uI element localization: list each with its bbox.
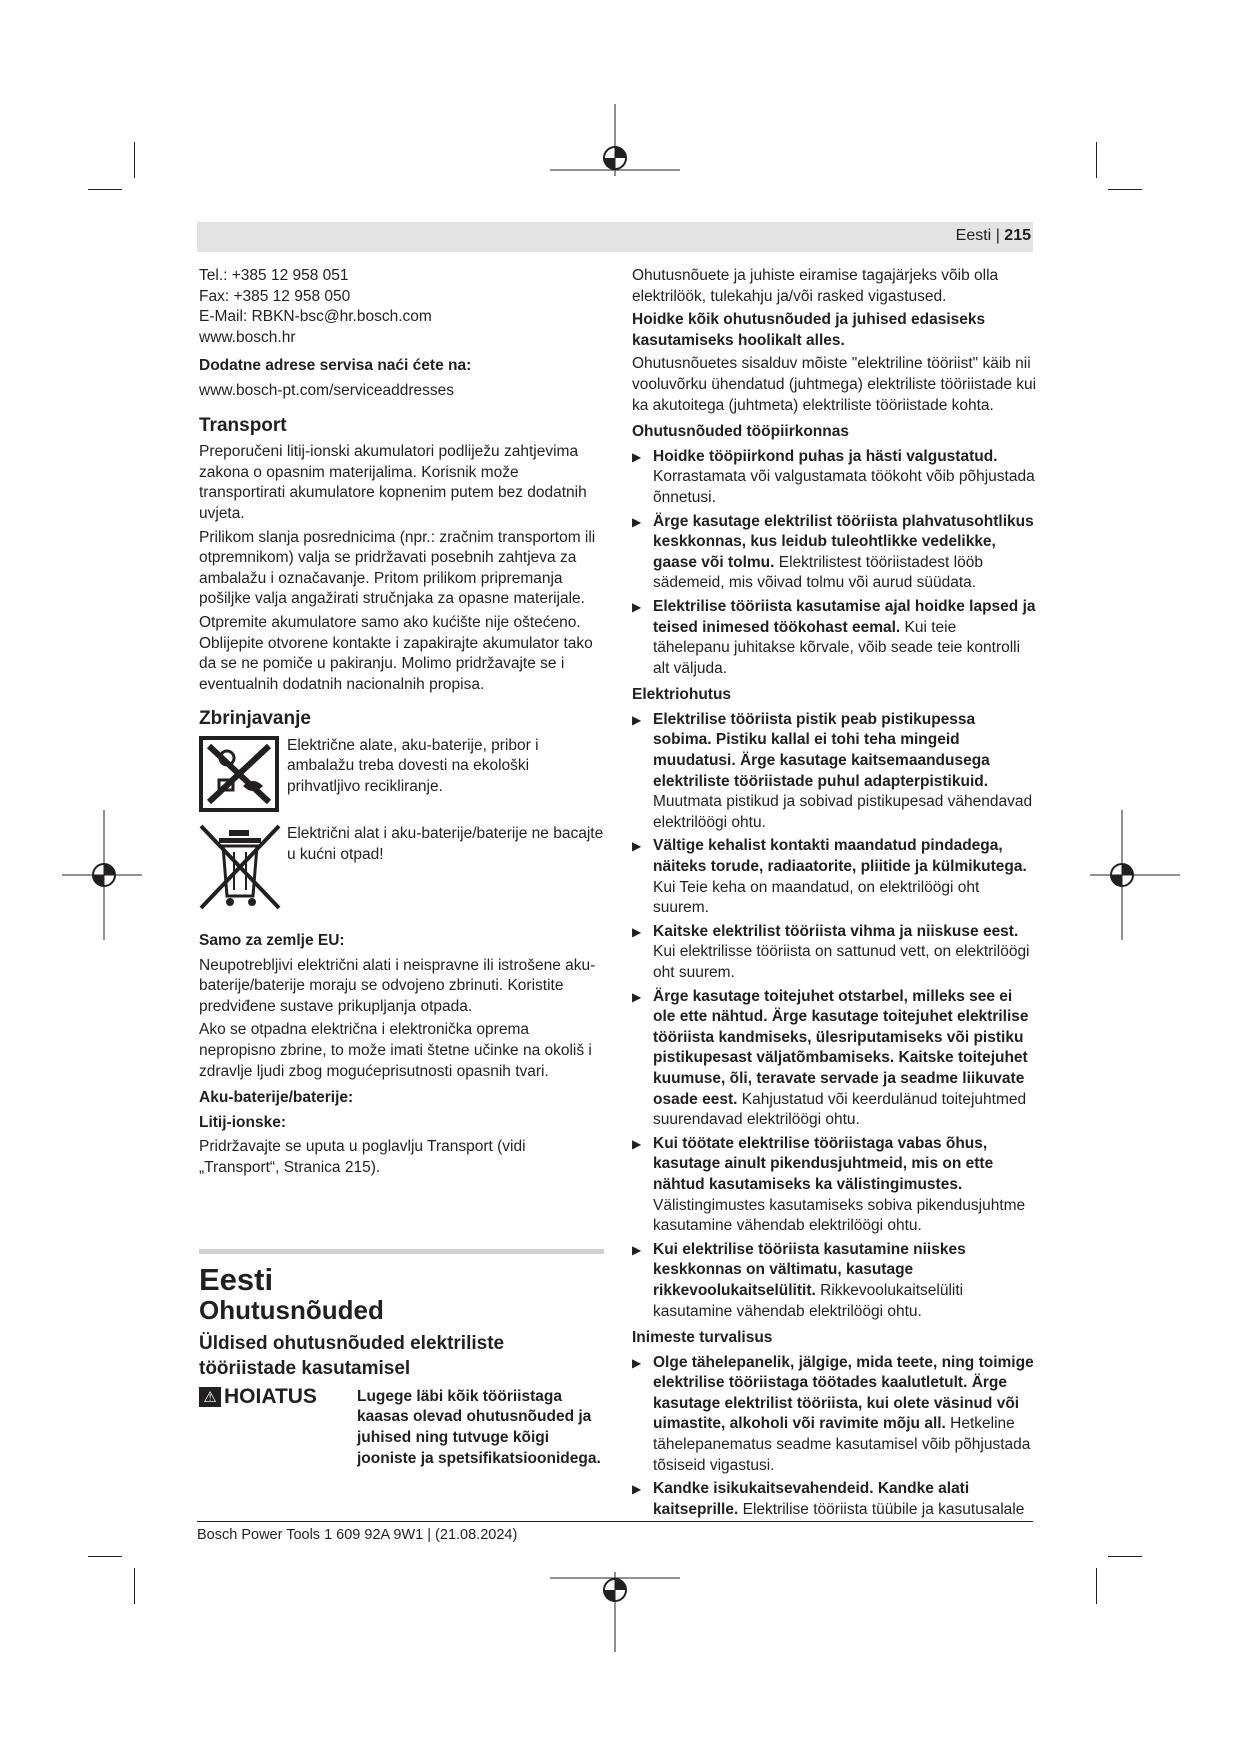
list-item [632, 1353, 1037, 1477]
item-text: Elektrilistest tööriistadest lööb sädemeid, mis võivad tolmu või aurud süüdata. [653, 553, 983, 592]
list-item [632, 710, 1037, 834]
item-text: Rikkevoolukaitselüliti kasutamine vähendab elektrilöögi ohtu. [653, 1281, 964, 1320]
crop-mark [88, 1556, 122, 1557]
section-title: Eesti [199, 1261, 274, 1297]
left-column [199, 266, 604, 1469]
right-column [632, 266, 1037, 1523]
page-number: 215 [1004, 227, 1031, 244]
contact-email: E-Mail: RBKN-bsc@hr.bosch.com [199, 308, 432, 326]
item-bold: Elektrilise tööriista kasutamise ajal hoidke lapsed ja teised inimesed töökohast eemal. [653, 597, 1036, 636]
section-divider [199, 1249, 604, 1254]
battery-heading: Aku-baterije/baterije: [199, 1089, 354, 1107]
registration-mark-icon [550, 104, 680, 194]
list-item [632, 597, 1037, 679]
header-bar [197, 222, 1033, 252]
transport-para: Otpremite akumulatore samo ako kućište nije oštećeno. Oblijepite otvorene kontakte i zapakirajte akumulator tako da se ne pomiče u pakiranju. Molimo pridržavajte se i eventualnih dodatnih nacionalnih propisa. [199, 613, 593, 693]
contact-block [199, 266, 604, 348]
general-safety-title: Üldised ohutusnõuded elektriliste tööriistade kasutamisel [199, 1332, 505, 1379]
item-bold: Ärge kasutage toitejuhet otstarbel, milleks see ei ole ette nähtud. Ärge kasutage toitejuhet elektrilise tööriista kandmiseks, ülesriputamiseks või pistiku pistikupesast väljatõmbamiseks. Kaitske toitejuhet kuumuse, õli, teravate servade ja seadme liikuvate osade eest. [653, 987, 1029, 1108]
item-text: Välistingimustes kasutamiseks sobiva pikendusjuhtme kasutamine vähendab elektrilöögi ohtu. [653, 1196, 1026, 1235]
crop-mark [134, 142, 135, 178]
recycle-text: Električne alate, aku-baterije, pribor i ambalažu treba dovesti na ekološki prihvatljivo recikliranje. [287, 736, 539, 796]
warning-text: Lugege läbi kõik tööriistaga kaasas olevad ohutusnõuded ja juhised ning tutvuge kõigi jooniste ja spetsifikatsioonidega. [357, 1387, 601, 1467]
eu-heading: Samo za zemlje EU: [199, 932, 345, 950]
item-bold: Vältige kehalist kontakti maandatud pindadega, näiteks torude, radiaatorite, pliitide ja külmikutega. [653, 837, 1027, 876]
list-item [632, 1134, 1037, 1237]
list-item [632, 447, 1037, 509]
service-heading: Dodatne adrese servisa naći ćete na: [199, 357, 472, 375]
item-text: Kahjustatud või keerdulänud toitejuhtmed suurendavad elektrilöögi ohtu. [653, 1090, 1027, 1129]
no-household-waste-icon [199, 736, 279, 812]
crop-mark [1108, 189, 1142, 190]
service-url: www.bosch-pt.com/serviceaddresses [199, 381, 454, 399]
registration-mark-icon [62, 810, 142, 940]
liion-text: Pridržavajte se uputa u poglavlju Transport (vidi „Transport“, Stranica 215). [199, 1138, 526, 1176]
item-text: Kui Teie keha on maandatud, on elektrilöögi oht suurem. [653, 878, 980, 917]
item-text: Korrastamata või valgustamata töökoht võib põhjustada õnnetusi. [653, 468, 1035, 506]
item-bold: Kandke isikukaitsevahendeid. Kandke alati kaitseprille. [653, 1480, 970, 1518]
personal-heading: Inimeste turvalisus [632, 1329, 773, 1347]
workplace-heading: Ohutusnõuded tööpiirkonnas [632, 423, 849, 441]
list-item [632, 512, 1037, 594]
warning-block [199, 1384, 604, 1469]
keep-instructions: Hoidke kõik ohutusnõuded ja juhised edasiseks kasutamiseks hoolikalt alles. [632, 311, 986, 349]
electric-heading: Elektriohutus [632, 686, 732, 704]
crop-mark [1108, 1556, 1142, 1557]
registration-mark-icon [550, 1562, 680, 1652]
footer-rule [197, 1521, 1033, 1522]
list-item [632, 987, 1037, 1131]
bin-row [199, 824, 604, 919]
list-item [632, 922, 1037, 984]
eu-para: Neupotrebljivi električni alati i neispravne ili istrošene aku-baterije/baterije moraju se odvojeno zbrinuti. Koristite predviđene sustave prikupljanja otpada. [199, 956, 596, 1015]
bin-text: Električni alat i aku-baterije/baterije ne bacajte u kućni otpad! [287, 825, 604, 864]
contact-fax: Fax: +385 12 958 050 [199, 287, 351, 305]
intro-text: Ohutusnõuete ja juhiste eiramise tagajärjeks võib olla elektrilöök, tulekahju ja/või rasked vigastused. [632, 267, 999, 305]
transport-para: Preporučeni litij-ionski akumulatori podliježu zahtjevima zakona o opasnim materijalima. Korisnik može transportirati akumulatore kopnenim putem bez dodatnih uvjeta. [199, 443, 587, 522]
recycle-row [199, 736, 604, 819]
safety-title: Ohutusnõuded [199, 1295, 384, 1326]
item-bold: Kui elektrilise tööriista kasutamine niiskes keskkonnas on vältimatu, kasutage rikkevoolukaitselülitit. [653, 1240, 966, 1299]
warning-badge [199, 1384, 357, 1469]
definition-text: Ohutusnõuetes sisalduv mõiste "elektriline tööriist" käib nii vooluvõrku ühendatud (juhtmega) elektriliste tööriistade kui ka akutoitega (juhtmeta) elektriliste tööriistade kohta. [632, 355, 1037, 414]
item-text: Muutmata pistikud ja sobivad pistikupesad vähendavad elektrilöögi ohtu. [653, 793, 1033, 831]
liion-heading: Litij-ionske: [199, 1113, 286, 1131]
item-text: Kui elektrilisse tööriista on sattunud vett, on elektrilöögi oht suurem. [653, 943, 1030, 981]
header-separator: | [995, 227, 1000, 244]
transport-para: Prilikom slanja posrednicima (npr.: zračnim transportom ili otpremnikom) valja se pridržavati posebnih zahtjeva za ambalažu i označavanje. Pritom prilikom pripremanja pošiljke valja angažirati stručnjaka za opasne materijale. [199, 528, 596, 608]
warning-icon: ⚠ [199, 1387, 221, 1407]
page-header [956, 227, 1031, 245]
list-item [632, 1479, 1037, 1520]
header-language: Eesti [955, 227, 992, 244]
item-bold: Elektrilise tööriista pistik peab pistikupessa sobima. Pistiku kallal ei tohi teha mingeid muudatusi. Ärge kasutage kaitsemaandusega elektriliste tööriistade puhul adapterpistikuid. [653, 710, 990, 790]
contact-tel: Tel.: +385 12 958 051 [199, 267, 349, 284]
transport-heading: Transport [199, 414, 287, 436]
item-bold: Olge tähelepanelik, jälgige, mida teete, ning toimige elektrilise tööriistaga töötades kaalutletult. Ärge kasutage elektrilist tööriista, kui olete väsinud või uimastite, alkoholi või ravimite mõju all. [653, 1353, 1034, 1433]
eu-para: Ako se otpadna električna i elektronička oprema nepropisno zbrine, to može imati štetne učinke na okoliš i zdravlje ljudi zbog mogućeprisutnosti opasnih tvari. [199, 1021, 592, 1080]
item-text: Kui teie tähelepanu juhitakse kõrvale, võib seade teie kontrolli alt väljuda. [653, 618, 1021, 677]
item-text: Hetkeline tähelepanematus seadme kasutamisel võib põhjustada tõsiseid vigastusi. [653, 1415, 1031, 1474]
list-item [632, 836, 1037, 918]
crop-mark [1096, 1568, 1097, 1604]
crop-mark [134, 1568, 135, 1604]
item-bold: Ärge kasutage elektrilist tööriista plahvatusohtlikus keskkonnas, kus leidub tuleohtlikke vedelikke, gaase või tolmu. [653, 512, 1034, 571]
item-bold: Hoidke tööpiirkond puhas ja hästi valgustatud. [653, 447, 998, 465]
contact-web: www.bosch.hr [199, 328, 296, 346]
disposal-heading: Zbrinjavanje [199, 708, 311, 730]
registration-mark-icon [1090, 810, 1180, 940]
page-footer: Bosch Power Tools 1 609 92A 9W1 | (21.08.2024) [197, 1527, 518, 1543]
crossed-bin-icon [199, 824, 281, 912]
item-text: Elektrilise tööriista tüübile ja kasutusalale [742, 1500, 1025, 1518]
list-item [632, 1240, 1037, 1322]
crop-mark [88, 189, 122, 190]
crop-mark [1096, 142, 1097, 178]
item-bold: Kaitske elektrilist tööriista vihma ja niiskuse eest. [653, 922, 1019, 940]
item-bold: Kui töötate elektrilise tööriistaga vabas õhus, kasutage ainult pikendusjuhtmeid, mis on ette nähtud kasutamiseks ka välistingimustes. [653, 1134, 994, 1193]
warning-label: HOIATUS [224, 1384, 317, 1408]
